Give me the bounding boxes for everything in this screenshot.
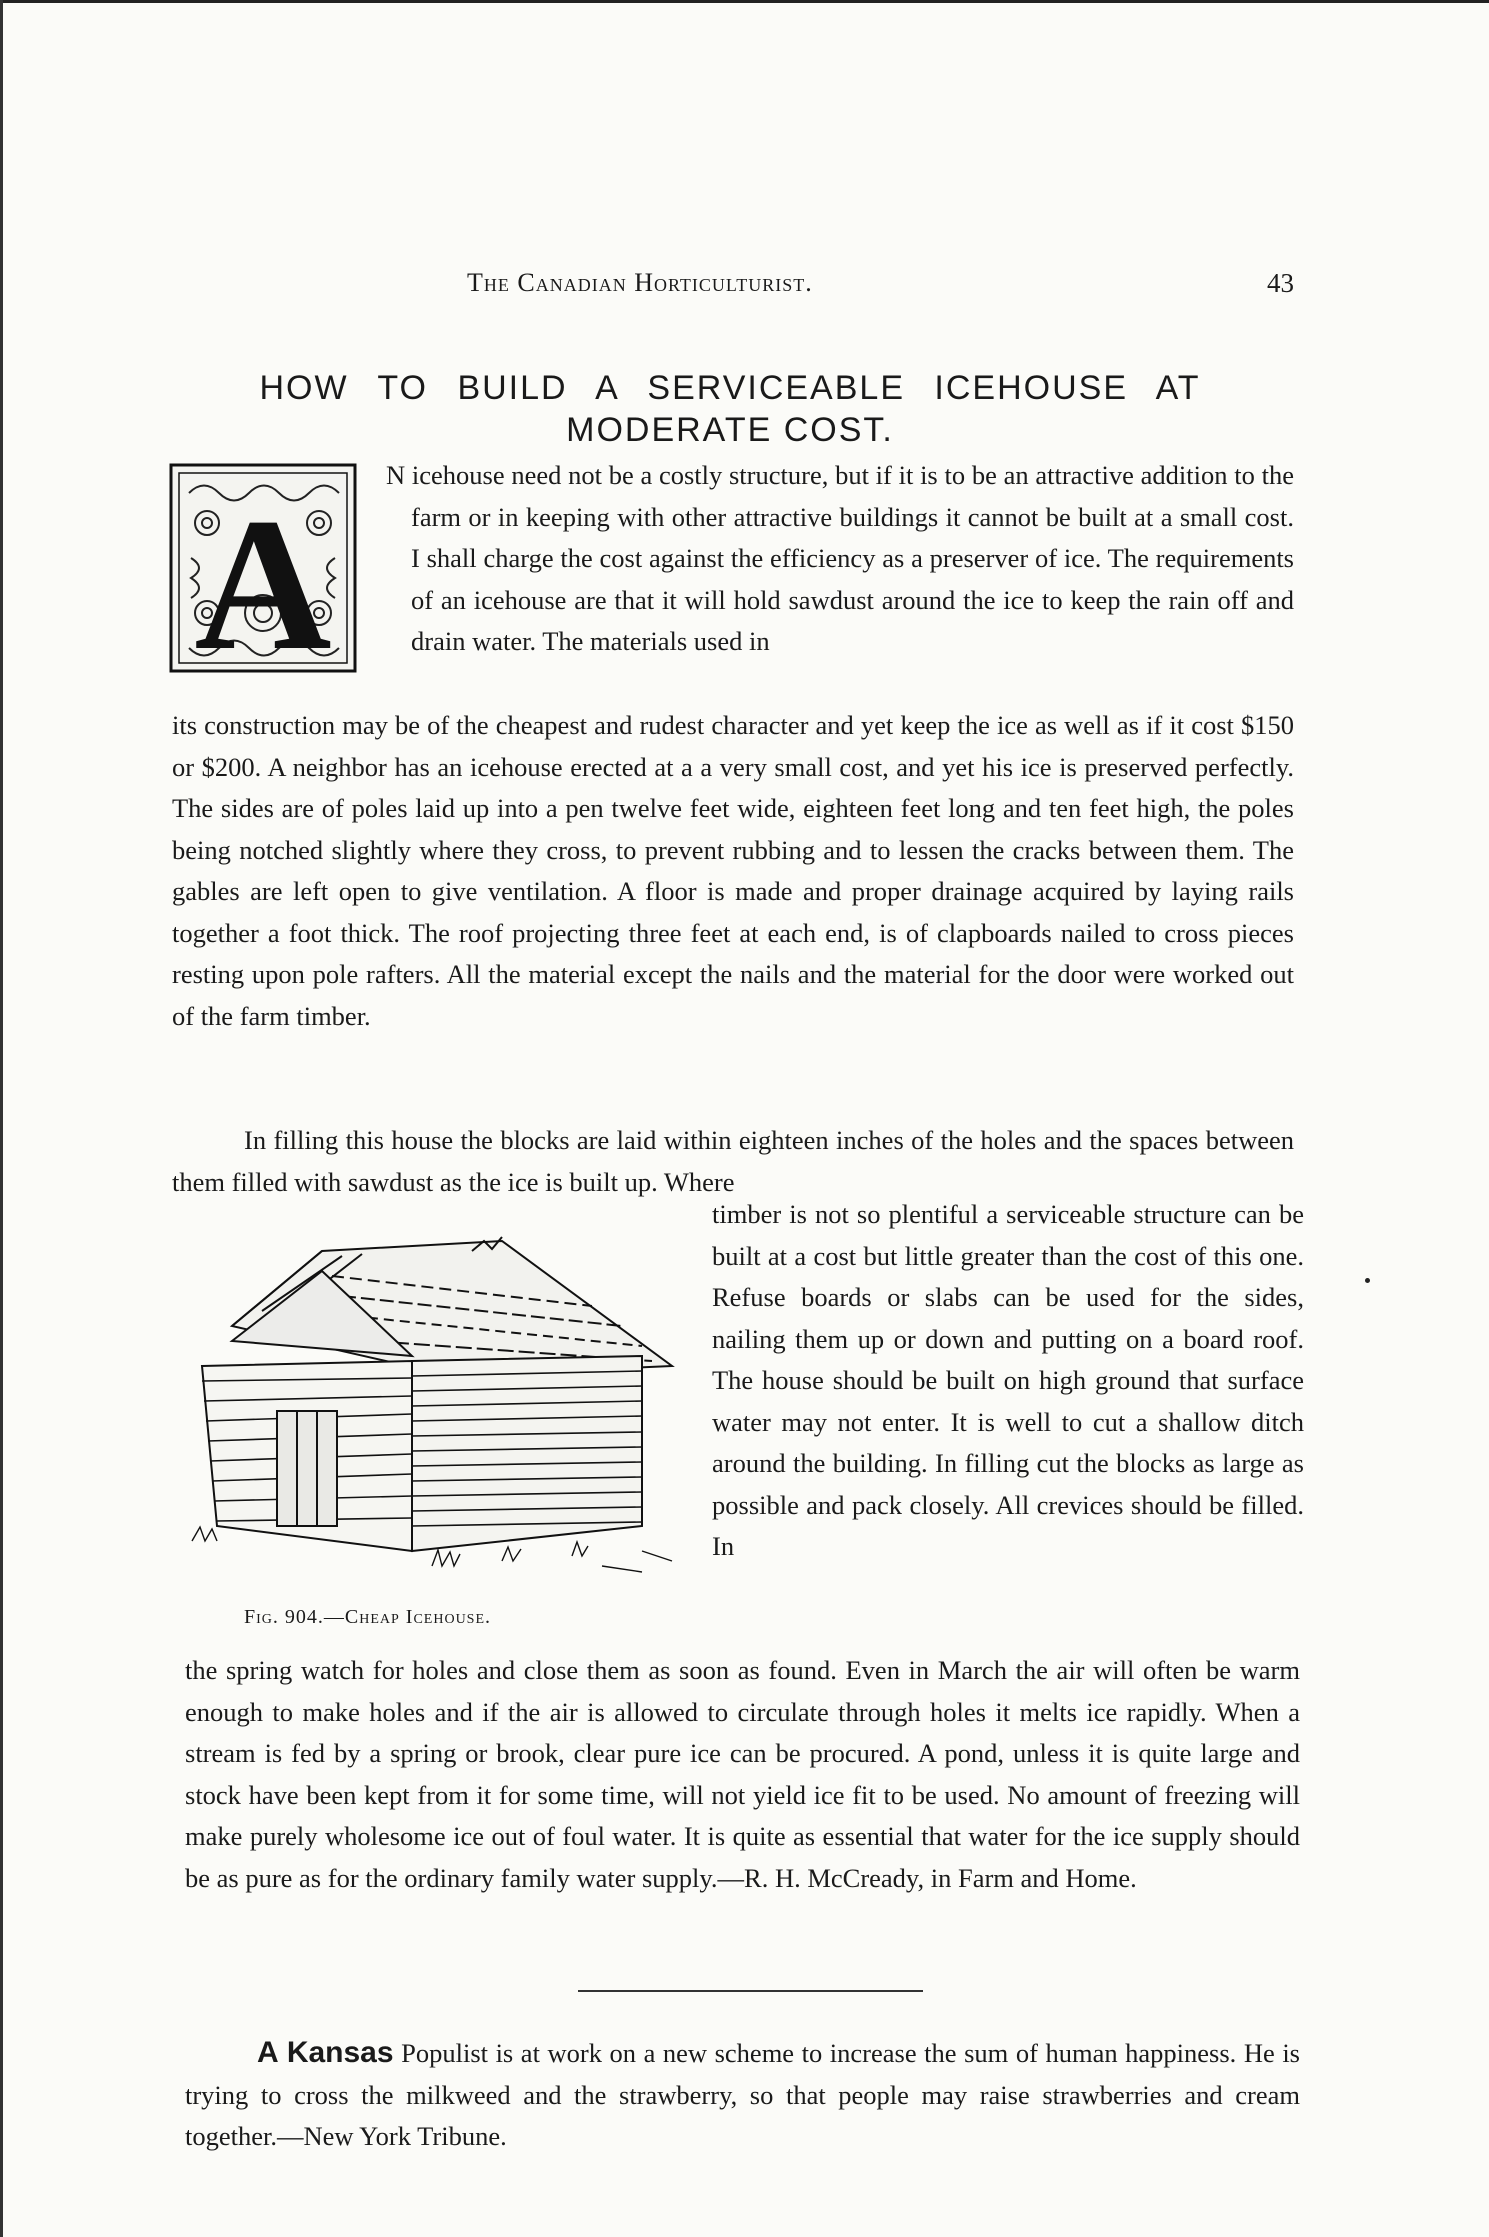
kansas-note-lead: A Kansas xyxy=(257,2036,394,2069)
article-title xyxy=(180,367,1280,451)
paragraph-2-end: the spring watch for holes and close them as soon as found. Even in March the air will often be warm enough to make holes and if the air is allowed to circulate through holes it melts ice rapidly. When a stream is fed by a spring or brook, clear pure ice can be procured. A pond, unless it is quite large and stock have been kept from it for some time, will not yield ice fit to be used. No amount of freezing will make purely wholesome ice out of foul water. It is quite as essential that water for the ice supply should be as pure as for the ordinary family water supply.—R. H. McCready, in Farm and Home. xyxy=(185,1655,1300,1893)
ink-speck xyxy=(1365,1278,1370,1283)
kansas-note xyxy=(185,2032,1300,2158)
running-title: The Canadian Horticulturist. xyxy=(467,268,813,297)
separator-rule xyxy=(578,1990,923,1992)
page-number: 43 xyxy=(1267,268,1294,298)
paragraph-2-start: In filling this house the blocks are laid within eighteen inches of the holes and the spaces between them filled with sawdust as the ice is built up. Where xyxy=(172,1125,1294,1197)
icehouse-illustration xyxy=(172,1196,692,1606)
decorated-initial xyxy=(169,463,357,673)
intro-paragraph: N icehouse need not be a costly structure, but if it is to be an attractive addition to the farm or in keeping with other attractive buildings it cannot be built at a small cost. I shall charge the cost against the efficiency as a preserver of ice. The requirements of an icehouse are that it will hold sawdust around the ice to keep the rain off and drain water. The materials used in xyxy=(386,460,1294,656)
article-title-line1: HOW TO BUILD A SERVICEABLE ICEHOUSE AT xyxy=(259,368,1201,407)
running-head xyxy=(172,268,1294,304)
paragraph-1-continuation: its construction may be of the cheapest and rudest character and yet keep the ice as well as if it cost $150 or $200. A neighbor has an icehouse erected at a a very small cost, and yet his ice is preserved perfectly. The sides are of poles laid up into a pen twelve feet wide, eighteen feet long and ten feet high, the poles being notched slightly where they cross, to prevent rubbing and to lessen the cracks between them. The gables are left open to give ventilation. A floor is made and proper drainage acquired by laying rails together a foot thick. The roof projecting three feet at each end, is of clapboards nailed to cross pieces resting upon pole rafters. All the material except the nails and the material for the door were worked out of the farm timber. xyxy=(172,710,1294,1031)
kansas-note-text: Populist is at work on a new scheme to increase the sum of human happiness. He is trying to cross the milkweed and the strawberry, so that people may raise strawberries and cream together.—New York Tribune. xyxy=(185,2038,1300,2151)
paragraph-2-beside-figure: timber is not so plentiful a serviceable structure can be built at a cost but little greater than the cost of this one. Refuse boards or slabs can be used for the sides, nailing them up or down and putting on a board roof. The house should be built on high ground that surface water may not enter. It is well to cut a shallow ditch around the building. In filling cut the blocks as large as possible and pack closely. All crevices should be filled. In xyxy=(712,1199,1304,1561)
page-edge-left xyxy=(0,0,3,2237)
article-title-line2: MODERATE COST. xyxy=(566,410,894,449)
initial-letter: A xyxy=(194,480,332,673)
figure-caption: Fig. 904.—Cheap Icehouse. xyxy=(244,1606,492,1628)
page-edge-top xyxy=(0,0,1489,3)
